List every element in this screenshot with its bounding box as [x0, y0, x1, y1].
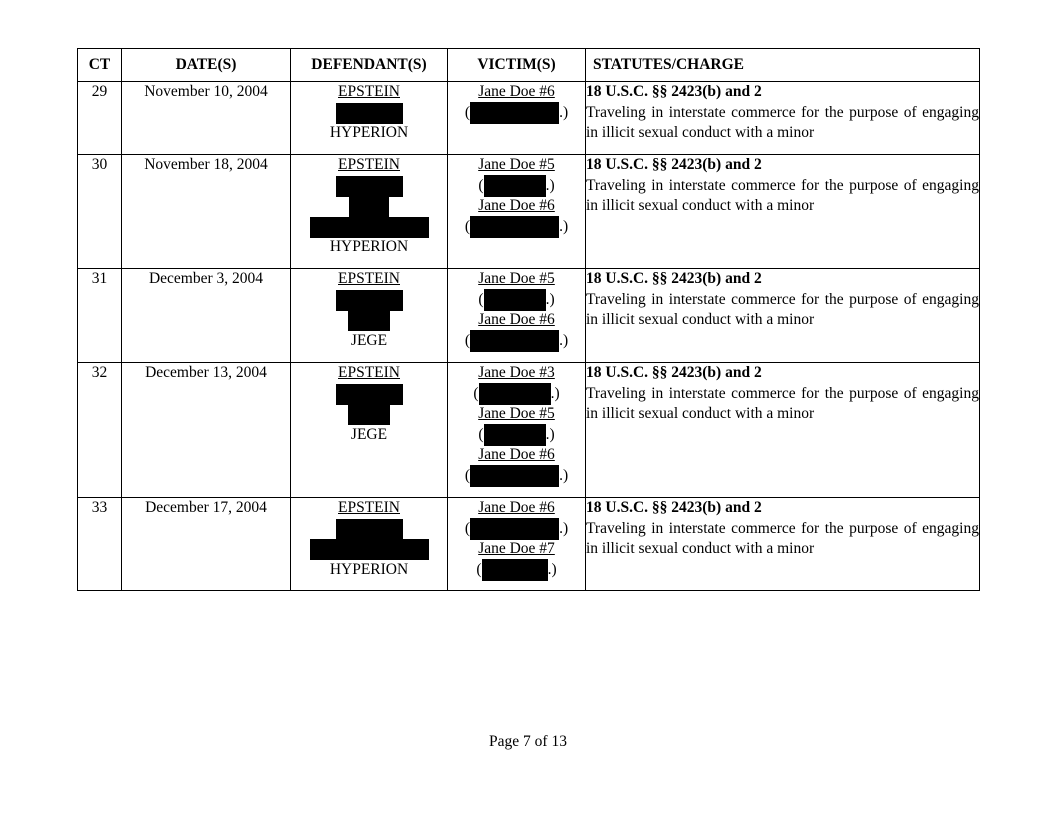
defendants-cell	[291, 155, 448, 269]
victim-name: Jane Doe #5	[478, 156, 555, 173]
defendant-name: HYPERION	[329, 238, 409, 255]
victim-name: Jane Doe #6	[478, 311, 555, 328]
charges-table	[77, 48, 980, 591]
defendants-cell	[291, 363, 448, 498]
header-dates: DATE(S)	[122, 49, 291, 82]
victim-redacted-name: ( .)	[448, 384, 585, 405]
victim-redacted-name: ( .)	[448, 217, 585, 238]
victim-name: Jane Doe #6	[478, 499, 555, 516]
victim-redacted-name: ( .)	[448, 466, 585, 487]
statute-charge-cell	[586, 363, 980, 498]
charge-description: Traveling in interstate commerce for the purpose of engaging in illicit sexual conduct with a minor	[586, 103, 979, 141]
table-row	[78, 269, 980, 363]
count-number: 30	[78, 155, 122, 269]
victim-redacted-name: ( .)	[448, 519, 585, 540]
victim-name: Jane Doe #6	[478, 83, 555, 100]
victim-name: Jane Doe #5	[478, 270, 555, 287]
redaction-block	[484, 424, 546, 446]
statute-citation: 18 U.S.C. §§ 2423(b) and 2	[586, 83, 762, 100]
count-number: 31	[78, 269, 122, 363]
header-victims: VICTIM(S)	[448, 49, 586, 82]
table-row	[78, 363, 980, 498]
statute-charge-cell	[586, 498, 980, 591]
charge-date: December 13, 2004	[122, 363, 291, 498]
victim-name: Jane Doe #6	[478, 197, 555, 214]
defendants-cell	[291, 82, 448, 155]
victim-name: Jane Doe #6	[478, 446, 555, 463]
victim-redacted-name: ( .)	[448, 176, 585, 197]
table-row	[78, 82, 980, 155]
count-number: 33	[78, 498, 122, 591]
redaction-block	[470, 465, 559, 487]
victim-redacted-name: ( .)	[448, 560, 585, 581]
header-row	[78, 49, 980, 82]
victim-name: Jane Doe #7	[478, 540, 555, 557]
redaction-block	[470, 518, 559, 540]
redaction-block	[291, 310, 447, 331]
redaction-block	[291, 103, 447, 124]
defendant-name: JEGE	[350, 331, 388, 349]
defendant-name: EPSTEIN	[338, 156, 400, 173]
statute-citation: 18 U.S.C. §§ 2423(b) and 2	[586, 364, 762, 381]
charge-description: Traveling in interstate commerce for the purpose of engaging in illicit sexual conduct with a minor	[586, 176, 979, 214]
redaction-block	[484, 175, 546, 197]
victims-cell	[448, 269, 586, 363]
table-row	[78, 155, 980, 269]
redaction-block	[291, 196, 447, 217]
charge-date: November 18, 2004	[122, 155, 291, 269]
defendant-name: HYPERION	[329, 124, 409, 141]
defendants-cell	[291, 269, 448, 363]
defendant-name: HYPERION	[329, 560, 409, 578]
charge-date: December 17, 2004	[122, 498, 291, 591]
header-statutes: STATUTES/CHARGE	[586, 49, 980, 82]
header-defendants: DEFENDANT(S)	[291, 49, 448, 82]
defendants-cell	[291, 498, 448, 591]
defendant-name: JEGE	[350, 425, 388, 443]
defendant-name: EPSTEIN	[338, 499, 400, 516]
redaction-block	[470, 102, 559, 124]
redaction-block	[291, 404, 447, 425]
charge-date: November 10, 2004	[122, 82, 291, 155]
redaction-block	[291, 539, 447, 560]
redaction-block	[482, 559, 548, 581]
count-number: 32	[78, 363, 122, 498]
redaction-block	[470, 216, 559, 238]
redaction-block	[291, 384, 447, 405]
redaction-block	[479, 383, 551, 405]
victim-redacted-name: ( .)	[448, 331, 585, 352]
redaction-block	[484, 289, 546, 311]
statute-citation: 18 U.S.C. §§ 2423(b) and 2	[586, 270, 762, 287]
defendant-name: EPSTEIN	[338, 83, 400, 100]
victim-redacted-name: ( .)	[448, 290, 585, 311]
redaction-block	[291, 176, 447, 197]
statute-citation: 18 U.S.C. §§ 2423(b) and 2	[586, 499, 762, 516]
victims-cell	[448, 498, 586, 591]
defendant-name: EPSTEIN	[338, 364, 400, 381]
redaction-block	[291, 519, 447, 540]
victim-redacted-name: ( .)	[448, 425, 585, 446]
charge-description: Traveling in interstate commerce for the purpose of engaging in illicit sexual conduct with a minor	[586, 384, 979, 422]
victim-name: Jane Doe #5	[478, 405, 555, 422]
count-number: 29	[78, 82, 122, 155]
statute-charge-cell	[586, 269, 980, 363]
page-number: Page 7 of 13	[489, 733, 567, 750]
redaction-block	[470, 330, 559, 352]
statute-citation: 18 U.S.C. §§ 2423(b) and 2	[586, 156, 762, 173]
charge-description: Traveling in interstate commerce for the purpose of engaging in illicit sexual conduct with a minor	[586, 290, 979, 328]
table-row	[78, 498, 980, 591]
victim-name: Jane Doe #3	[478, 364, 555, 381]
defendant-name: EPSTEIN	[338, 270, 400, 287]
redaction-block	[291, 290, 447, 311]
victims-cell	[448, 82, 586, 155]
redaction-block	[291, 217, 447, 238]
statute-charge-cell	[586, 155, 980, 269]
victims-cell	[448, 363, 586, 498]
charge-date: December 3, 2004	[122, 269, 291, 363]
header-ct: CT	[78, 49, 122, 82]
victim-redacted-name: ( .)	[448, 103, 585, 124]
charge-description: Traveling in interstate commerce for the purpose of engaging in illicit sexual conduct with a minor	[586, 519, 979, 557]
statute-charge-cell	[586, 82, 980, 155]
victims-cell	[448, 155, 586, 269]
